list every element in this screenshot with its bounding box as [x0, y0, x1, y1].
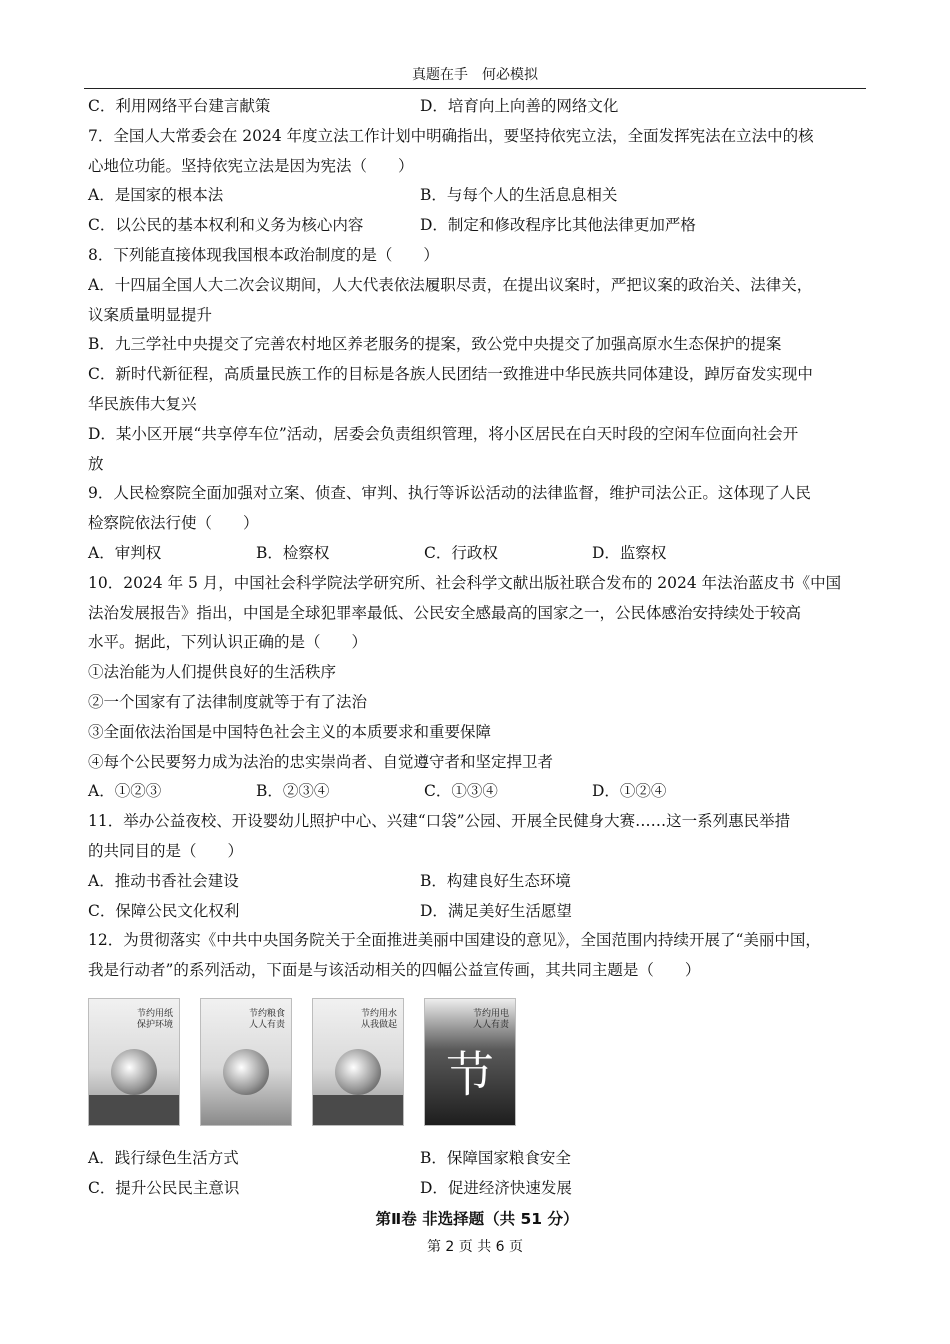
poster-caption-line2: 人人有责 [472, 1019, 509, 1030]
globe-illustration [111, 1049, 157, 1095]
q7-options-ab [88, 181, 866, 211]
q11-option-b: B．构建良好生态环境 [420, 871, 571, 890]
q8-stem: 8．下列能直接体现我国根本政治制度的是（ ） [88, 245, 439, 264]
poster-save-paper [88, 998, 180, 1126]
q10-option-d: D．①②④ [592, 782, 667, 801]
jie-character-icon: 节 [445, 1046, 494, 1103]
poster-save-electricity [424, 998, 516, 1126]
q12-stem-line2: 我是行动者”的系列活动，下面是与该活动相关的四幅公益宣传画，其共同主题是（ ） [88, 961, 701, 980]
poster-base-shade [89, 1095, 179, 1125]
poster-base-shade [313, 1095, 403, 1125]
question-8 [88, 241, 866, 479]
question-7 [88, 122, 866, 241]
q6-options-cd [88, 92, 866, 122]
q9-option-a: A．审判权 [88, 543, 162, 562]
q11-stem-line1: 11．举办公益夜校、开设婴幼儿照护中心、兴建“口袋”公园、开展全民健身大赛……这一系列惠民举措 [88, 812, 791, 831]
q12-option-d: D．促进经济快速发展 [420, 1178, 572, 1197]
q12-option-c: C．提升公民民主意识 [88, 1178, 240, 1197]
page-header [84, 64, 866, 89]
bowl-illustration [223, 1049, 269, 1095]
q8-option-b: B．九三学社中央提交了完善农村地区养老服务的提案，致公党中央提交了加强高原水生态保护的提案 [88, 335, 782, 354]
poster-caption-line2: 人人有责 [248, 1019, 285, 1030]
q7-stem-line1: 7．全国人大常委会在 2024 年度立法工作计划中明确指出，要坚持依宪立法，全面发挥宪法在立法中的核 [88, 126, 814, 145]
q10-stem-line3: 水平。据此，下列认识正确的是（ ） [88, 633, 368, 652]
q7-option-d: D．制定和修改程序比其他法律更加严格 [420, 216, 696, 235]
poster-caption-line1: 节约用水 [360, 1008, 397, 1019]
poster-caption-line1: 节约用电 [472, 1008, 509, 1019]
q8-option-c-line2: 华民族伟大复兴 [88, 394, 197, 413]
q12-posters [88, 998, 866, 1138]
q12-stem-line1: 12．为贯彻落实《中共中央国务院关于全面推进美丽中国建设的意见》，全国范围内持续开展了“美丽中国， [88, 931, 821, 950]
q9-option-b: B．检察权 [256, 543, 330, 562]
q7-stem-line2: 心地位功能。坚持依宪立法是因为宪法（ ） [88, 156, 414, 175]
poster-caption-line2: 从我做起 [360, 1019, 397, 1030]
question-12 [88, 926, 866, 1203]
q12-options-cd [88, 1174, 866, 1204]
earth-faucet-illustration [335, 1049, 381, 1095]
q8-option-a-line2: 议案质量明显提升 [88, 305, 213, 324]
q10-option-a: A．①②③ [88, 782, 162, 801]
q7-option-c: C．以公民的基本权利和义务为核心内容 [88, 216, 364, 235]
poster-caption [249, 1009, 285, 1031]
section-2-title: 第Ⅱ卷 非选择题（共 51 分） [375, 1209, 579, 1228]
question-11 [88, 807, 866, 926]
q10-statement-1: ①法治能为人们提供良好的生活秩序 [88, 663, 337, 682]
q10-stem-line1: 10．2024 年 5 月，中国社会科学院法学研究所、社会科学文献出版社联合发布的 2024 年法治蓝皮书《中国 [88, 573, 842, 592]
question-9 [88, 479, 866, 568]
q11-option-d: D．满足美好生活愿望 [420, 901, 572, 920]
q11-stem-line2: 的共同目的是（ ） [88, 841, 244, 860]
q8-option-d-line2: 放 [88, 454, 104, 473]
q9-stem-line2: 检察院依法行使（ ） [88, 514, 259, 533]
q11-option-a: A．推动书香社会建设 [88, 871, 239, 890]
q10-statement-3: ③全面依法治国是中国特色社会主义的本质要求和重要保障 [88, 722, 492, 741]
q9-option-d: D．监察权 [592, 543, 667, 562]
q12-option-b: B．保障国家粮食安全 [420, 1148, 571, 1167]
q10-stem-line2: 法治发展报告》指出，中国是全球犯罪率最低、公民安全感最高的国家之一，公民体感治安持续处于较高 [88, 603, 802, 622]
poster-caption [361, 1009, 397, 1031]
q12-options-ab [88, 1144, 866, 1174]
q11-options-ab [88, 867, 866, 897]
q8-option-c-line1: C．新时代新征程，高质量民族工作的目标是各族人民团结一致推进中华民族共同体建设，踔厉奋发实现中 [88, 365, 813, 384]
q9-option-c: C．行政权 [424, 543, 498, 562]
q7-options-cd [88, 211, 866, 241]
q10-statement-2: ②一个国家有了法律制度就等于有了法治 [88, 692, 368, 711]
q7-option-b: B．与每个人的生活息息相关 [420, 186, 618, 205]
poster-save-water [312, 998, 404, 1126]
page-number: 第 2 页 共 6 页 [426, 1239, 524, 1255]
q9-stem-line1: 9．人民检察院全面加强对立案、侦查、审判、执行等诉讼活动的法律监督，维护司法公正。这体现了人民 [88, 484, 811, 503]
poster-caption-line2: 保护环境 [136, 1019, 173, 1030]
poster-caption-line1: 节约用纸 [136, 1008, 173, 1019]
q8-option-a-line1: A．十四届全国人大二次会议期间，人大代表依法履职尽责，在提出议案时，严把议案的政治关、法律关， [88, 275, 813, 294]
q6-option-c: C．利用网络平台建言献策 [88, 97, 271, 115]
poster-save-food [200, 998, 292, 1126]
poster-caption-line1: 节约粮食 [248, 1008, 285, 1019]
q6-option-d: D．培育向上向善的网络文化 [420, 97, 619, 115]
poster-caption [137, 1009, 173, 1031]
q12-option-a: A．践行绿色生活方式 [88, 1148, 239, 1167]
q10-option-c: C．①③④ [424, 782, 498, 801]
q11-options-cd [88, 897, 866, 927]
q9-options [88, 539, 866, 569]
q7-option-a: A．是国家的根本法 [88, 186, 224, 205]
q8-option-d-line1: D．某小区开展“共享停车位”活动，居委会负责组织管理，将小区居民在白天时段的空闲车位面向社会开 [88, 424, 799, 443]
q10-statement-4: ④每个公民要努力成为法治的忠实崇尚者、自觉遵守者和坚定捍卫者 [88, 752, 554, 771]
q10-option-b: B．②③④ [256, 782, 330, 801]
question-10 [88, 569, 866, 807]
poster-caption [473, 1009, 509, 1031]
q10-options [88, 777, 866, 807]
exam-content [88, 92, 866, 1234]
header-title: 真题在手 何必模拟 [412, 67, 538, 83]
q11-option-c: C．保障公民文化权利 [88, 901, 240, 920]
